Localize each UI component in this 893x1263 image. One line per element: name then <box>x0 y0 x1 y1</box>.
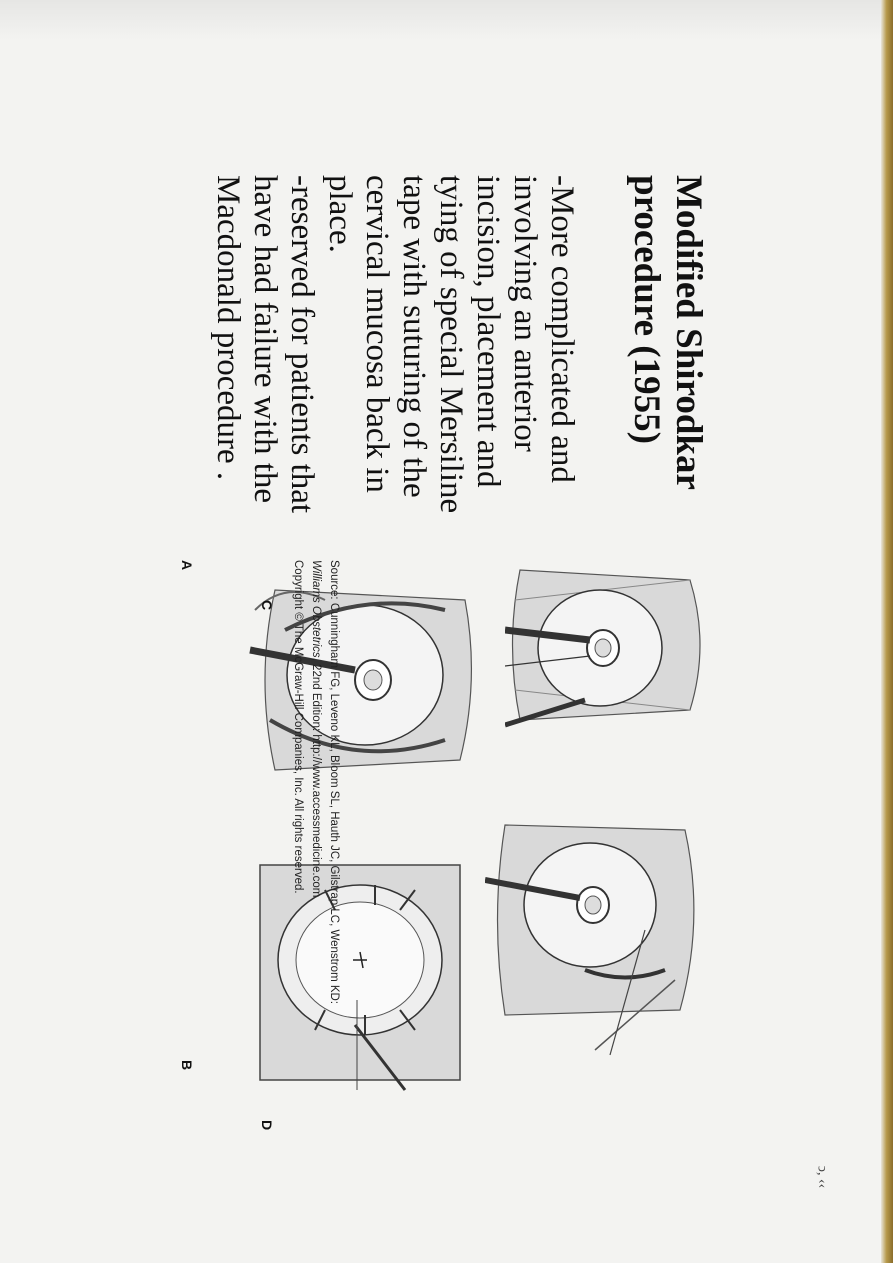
description-paragraph: -More complicated and involving an anterior incision, placement and tying of special Mersiline tape with suturing of the cervical mucosa back in place. <box>322 175 580 514</box>
panel-c-illustration <box>245 570 485 800</box>
panel-d-illustration <box>245 850 475 1100</box>
caption-edition: , 22nd Edition: http://www.accessmedicine.com <box>310 657 322 898</box>
figure-caption <box>289 560 343 1250</box>
rotated-slide <box>155 165 715 1255</box>
panel-a-illustration <box>505 560 705 730</box>
scan-shadow <box>0 0 893 40</box>
panel-b-illustration <box>485 810 705 1070</box>
page-edge <box>881 0 893 1263</box>
surgical-illustration <box>155 560 715 1250</box>
caption-copyright: Copyright © The McGraw-Hill Companies, Inc. All rights reserved. <box>292 560 304 894</box>
panel-label-c: C <box>259 600 275 611</box>
panel-label-b: B <box>179 1060 195 1071</box>
indication-paragraph: -reserved for patients that have had failure with the Macdonald procedure . <box>210 175 320 514</box>
caption-book-title: Williams Obstetrics <box>310 560 322 658</box>
panel-label-d: D <box>259 1120 275 1131</box>
caption-source: Source: Cunningham FG, Leveno KL, Bloom SL, Hauth JC, Gilstrap LC, Wenstrom KD: <box>328 560 340 1005</box>
handwritten-page-mark: ↄ, ‹‹ <box>814 1165 830 1189</box>
caption-edition-line <box>307 560 325 1250</box>
slide-title: Modified Shirodkar procedure (1955) <box>626 175 709 490</box>
panel-label-a: A <box>179 560 195 571</box>
